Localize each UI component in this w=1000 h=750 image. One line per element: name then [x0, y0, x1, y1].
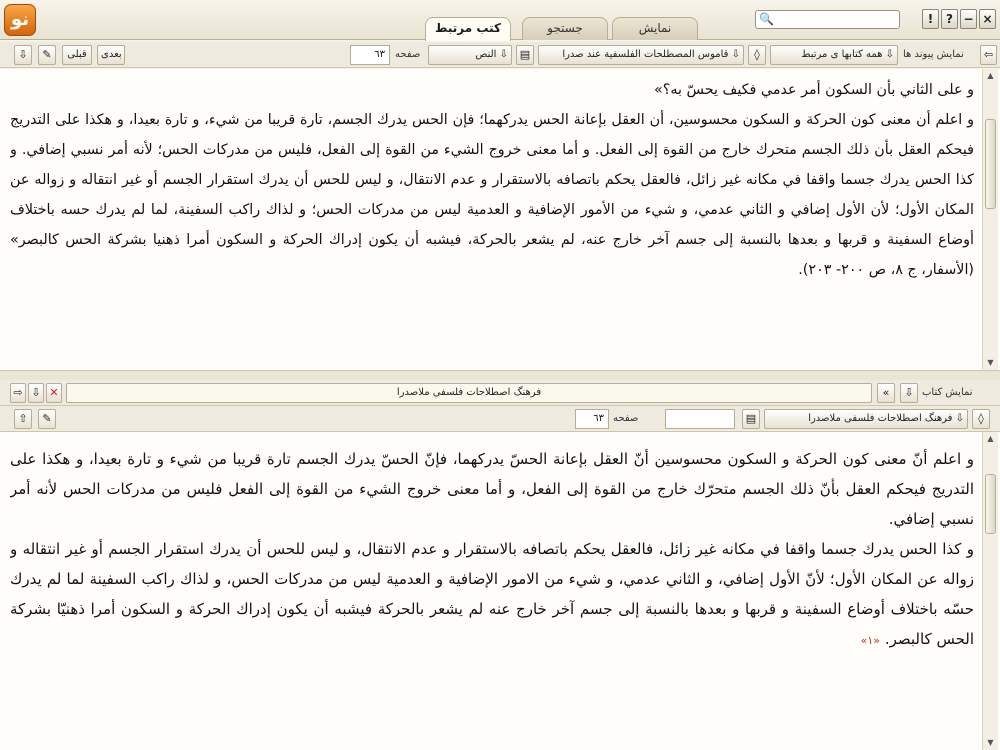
footnote-marker[interactable]: «۱» [860, 634, 881, 647]
tab-search[interactable]: جستجو [522, 17, 608, 40]
bottom-book-select[interactable]: فرهنگ اصطلاحات فلسفی ملاصدرا ⇩ [764, 409, 968, 429]
bookmark-icon[interactable]: ◊ [748, 45, 766, 65]
related-books-select[interactable]: همه کتابها ی مرتبط ⇩ [770, 45, 898, 65]
scroll-down-icon[interactable]: ▼ [987, 738, 994, 747]
top-text-intro: و على الثاني بأن السكون أمر عدمي فكيف يحسّ به؟» [654, 82, 974, 98]
middle-toolbar [0, 380, 1000, 406]
close-pane-icon[interactable]: ✕ [46, 383, 62, 403]
scroll-up-icon[interactable]: ▲ [987, 434, 994, 443]
prev-button[interactable]: قبلی [62, 45, 92, 65]
bottom-text-paragraph-2 [10, 534, 974, 656]
bottom-page-input[interactable]: ٦٣ [575, 409, 609, 429]
book-select[interactable]: قاموس المصطلحات الفلسفية عند صدرا ⇩ [538, 45, 744, 65]
pane-divider[interactable] [0, 370, 1000, 380]
bottom-scroll-thumb[interactable] [985, 474, 996, 534]
search-icon[interactable]: 🔍 [759, 12, 774, 26]
minimize-button[interactable]: − [960, 9, 977, 29]
down-arrow-icon[interactable]: ⇩ [900, 383, 918, 403]
bottom-text-paragraph-2-body: و كذا الحس يدرك جسما واقفا في مكانه غير زائل، فالعقل يحكم باتصافه بالاستقرار و عدم الانتقال، و ليس للحس أن يدرك استقرار الجسم أو غير انتقاله و زواله عن المكان الأول؛ لأنّ الأول إضافي، و الثاني عدمي، و شيء من الامور الإضافية و العدمية ليس من مدركات الحس، و لذاك راكب السفينة لما لم يدرك حسّه باختلاف أوضاع السفينة و قربها و بعدها بالنسبة إلى جسم آخر خارج عنه لم يشعر بالحركة فيشبه أن يكون إدراك الحركة و السكون أمرا ذهنيّا بشركة الحس كالبصر. [10, 540, 974, 648]
top-scroll-thumb[interactable] [985, 119, 996, 209]
down-small-icon[interactable]: ⇩ [14, 45, 32, 65]
bottom-text-pane [0, 432, 1000, 750]
tab-display[interactable]: نمایش [612, 17, 698, 40]
top-scrollbar[interactable] [982, 69, 998, 370]
top-toolbar [0, 42, 1000, 68]
tab-related-books[interactable]: کتب مرتبط [425, 17, 511, 41]
show-links-label: نمایش پیوند ها [903, 49, 964, 60]
help-button[interactable]: ? [941, 9, 958, 29]
arrow-down-icon[interactable]: ⇩ [28, 383, 44, 403]
pin-icon[interactable]: ✎ [38, 409, 56, 429]
next-button[interactable]: بعدی [97, 45, 125, 65]
book-title-field: فرهنگ اصطلاحات فلسفی ملاصدرا [66, 383, 872, 403]
close-button[interactable]: × [979, 9, 996, 29]
bookmark-icon[interactable]: ◊ [972, 409, 990, 429]
page-label: صفحه [395, 49, 421, 60]
page-input[interactable]: ٦٣ [350, 45, 390, 65]
bottom-search-field[interactable] [665, 409, 735, 429]
app-logo[interactable]: نو [4, 4, 36, 36]
top-text-paragraph: و اعلم أن معنى كون الحركة و السكون محسوسين، أن العقل بإعانة الحس يدركهما؛ فإن الحس يدرك الجسم، تارة قريبا من شيء، و تارة بعيدا، و هكذا على التدريج فيحكم العقل بأن ذلك الجسم متحرك خارج من القوة إلى الفعل. و أما معنى خروج الشيء من القوة إلى الفعل، فليس من مدركات الحس؛ لأنه أمر نسبي إضافي. و كذا الحس يدرك جسما واقفا في مكانه غير زائل، فالعقل يحكم باتصافه بالاستقرار و عدم الانتقال، و ليس للحس أن يدرك استقرار الجسم أو غير انتقاله و زواله عن المكان الأول؛ لأن الأول إضافي و الثاني عدمي، و شيء من الأمور الإضافية و العدمية ليس من مدركات الحس؛ و لذاك راكب السفينة، لما لم يدرك حسه باختلاف أوضاع السفينة و قربها و بعدها بالنسبة إلى جسم آخر خارج عنه، لم يشعر بالحركة، فيشبه أن يكون إدراك الحركة و السكون أمرا ذهنيا بشركة الحس كالبصر» (الأسفار، ج ٨، ص ٢٠٠- ٢٠٣). [10, 112, 974, 278]
arrow-right-icon[interactable]: ⇨ [10, 383, 26, 403]
window-controls [922, 9, 996, 29]
back-arrow-icon[interactable]: ⇦ [980, 45, 997, 65]
double-left-icon[interactable]: « [877, 383, 895, 403]
book-icon[interactable]: ▤ [516, 45, 534, 65]
pin-icon[interactable]: ✎ [38, 45, 56, 65]
bottom-toolbar [0, 406, 1000, 432]
bottom-page-label: صفحه [613, 413, 639, 424]
scroll-up-icon[interactable]: ▲ [987, 71, 994, 80]
top-text-content [10, 75, 974, 366]
book-icon[interactable]: ▤ [742, 409, 760, 429]
bottom-text-content [10, 444, 974, 746]
scroll-down-icon[interactable]: ▼ [987, 358, 994, 367]
title-bar [0, 0, 1000, 40]
search-input[interactable] [755, 10, 900, 29]
section-select[interactable]: النص ⇩ [428, 45, 512, 65]
show-book-label: نمایش کتاب [922, 387, 973, 398]
up-arrow-icon[interactable]: ⇧ [14, 409, 32, 429]
bottom-text-paragraph-1: و اعلم أنّ معنى كون الحركة و السكون محسوسين أنّ العقل بإعانة الحسّ يدركهما، فإنّ الحسّ يدرك الجسم تارة قريبا من شيء و تارة بعيدا، و هكذا على التدريج فيحكم العقل بأنّ ذلك الجسم متحرّك خارج من القوة إلى الفعل، و أما معنى خروج الشيء من القوة إلى الفعل فليس من مدركات الحس لأنه أمر نسبي إضافي. [10, 450, 974, 528]
bottom-scrollbar[interactable] [982, 432, 998, 750]
info-button[interactable]: ! [922, 9, 939, 29]
top-text-pane [0, 69, 1000, 370]
